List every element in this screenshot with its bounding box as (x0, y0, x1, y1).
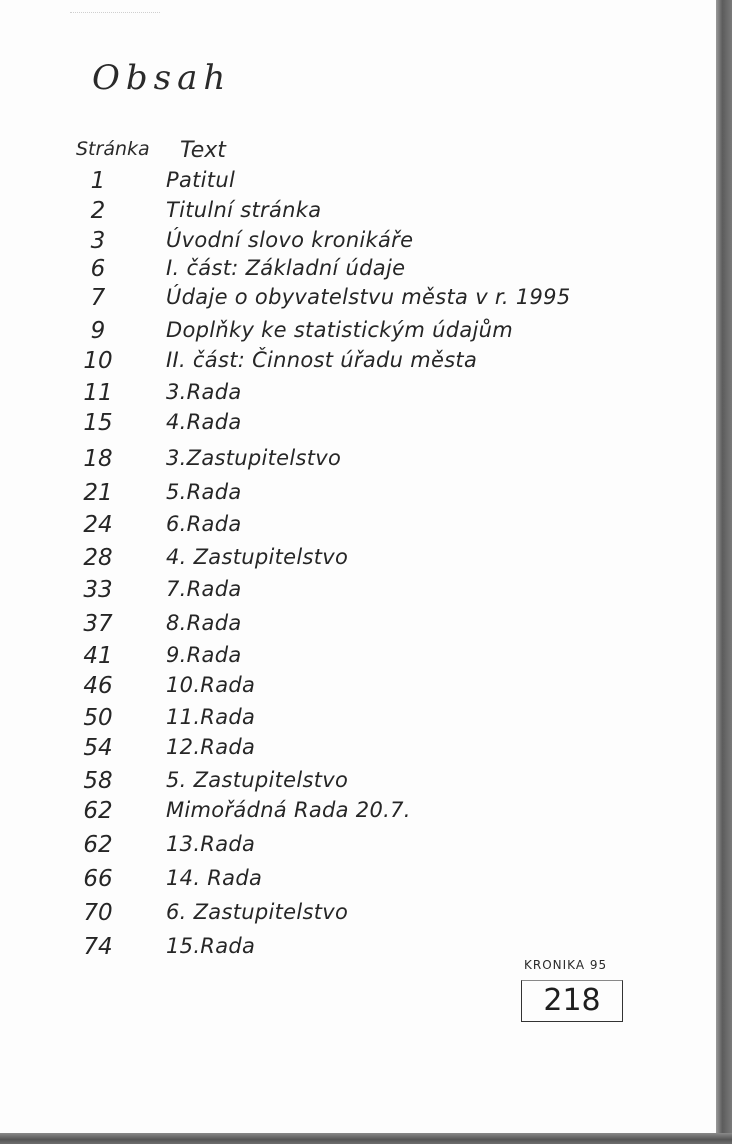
toc-page-number: 33 (83, 577, 113, 603)
toc-row (0, 611, 700, 643)
toc-page-number: 18 (83, 446, 113, 472)
toc-page-number: 15 (83, 410, 113, 436)
toc-page-number: 62 (83, 798, 113, 824)
toc-entry-text: 12.Rada (166, 735, 256, 759)
toc-row (0, 285, 700, 317)
toc-page-number: 21 (83, 480, 113, 506)
toc-page-number: 58 (83, 768, 113, 794)
page-number-stamp (521, 980, 623, 1022)
stamp-number: 218 (543, 983, 601, 1018)
scan-edge-bottom (0, 1133, 732, 1144)
toc-row (0, 198, 700, 230)
toc-entry-text: 5. Zastupitelstvo (166, 768, 349, 792)
toc-page-number: 9 (90, 318, 106, 344)
toc-entry-text: 5.Rada (166, 480, 242, 504)
toc-page-number: 54 (83, 735, 113, 761)
toc-entry-text: 8.Rada (166, 611, 242, 635)
toc-entry-text: 3.Rada (166, 380, 242, 404)
toc-entry-text: 15.Rada (166, 934, 256, 958)
toc-page-number: 6 (90, 256, 106, 282)
toc-row (0, 735, 700, 767)
toc-page-number: 28 (83, 545, 113, 571)
toc-entry-text: 6.Rada (166, 512, 242, 536)
toc-row (0, 900, 700, 932)
toc-entry-text: 3.Zastupitelstvo (166, 446, 342, 470)
toc-page-number: 62 (83, 832, 113, 858)
toc-page-number: 50 (83, 705, 113, 731)
toc-page-number: 11 (83, 380, 113, 406)
toc-row (0, 318, 700, 350)
column-header-page: Stránka (76, 138, 150, 160)
toc-row (0, 643, 700, 675)
toc-entry-text: 9.Rada (166, 643, 242, 667)
toc-entry-text: 14. Rada (166, 866, 263, 890)
toc-entry-text: 4.Rada (166, 410, 242, 434)
toc-page-number: 2 (90, 198, 106, 224)
toc-entry-text: Údaje o obyvatelstvu města v r. 1995 (166, 285, 571, 309)
toc-page-number: 46 (83, 673, 113, 699)
toc-entry-text: Doplňky ke statistickým údajům (166, 318, 514, 342)
toc-page-number: 74 (83, 934, 113, 960)
toc-page-number: 37 (83, 611, 113, 637)
toc-entry-text: 4. Zastupitelstvo (166, 545, 349, 569)
column-header-text: Text (180, 138, 226, 163)
toc-row (0, 545, 700, 577)
toc-entry-text: Mimořádná Rada 20.7. (166, 798, 411, 822)
toc-row (0, 512, 700, 544)
toc-entry-text: 7.Rada (166, 577, 242, 601)
toc-row (0, 832, 700, 864)
toc-row (0, 348, 700, 380)
toc-row (0, 410, 700, 442)
toc-page-number: 70 (83, 900, 113, 926)
toc-row (0, 380, 700, 412)
toc-page-number: 24 (83, 512, 113, 538)
toc-row (0, 768, 700, 800)
stamp-label: KRONIKA 95 (524, 958, 608, 972)
page-title: Obsah (92, 58, 232, 98)
toc-row (0, 168, 700, 200)
toc-entry-text: II. část: Činnost úřadu města (166, 348, 478, 372)
toc-row (0, 866, 700, 898)
toc-entry-text: Titulní stránka (166, 198, 322, 222)
scan-edge-right (716, 0, 732, 1144)
toc-row (0, 577, 700, 609)
toc-entry-text: 11.Rada (166, 705, 256, 729)
toc-row (0, 798, 700, 830)
toc-row (0, 705, 700, 737)
toc-row (0, 673, 700, 705)
toc-row (0, 446, 700, 478)
toc-row (0, 480, 700, 512)
toc-row (0, 256, 700, 288)
toc-entry-text: Patitul (166, 168, 236, 192)
toc-entry-text: 6. Zastupitelstvo (166, 900, 349, 924)
toc-entry-text: 13.Rada (166, 832, 256, 856)
toc-entry-text: 10.Rada (166, 673, 256, 697)
toc-entry-text: I. část: Základní údaje (166, 256, 406, 280)
toc-page-number: 7 (90, 285, 106, 311)
toc-page-number: 3 (90, 228, 106, 254)
toc-page-number: 41 (83, 643, 113, 669)
toc-entry-text: Úvodní slovo kronikáře (166, 228, 414, 252)
toc-page-number: 1 (90, 168, 106, 194)
toc-page-number: 10 (83, 348, 113, 374)
toc-page-number: 66 (83, 866, 113, 892)
